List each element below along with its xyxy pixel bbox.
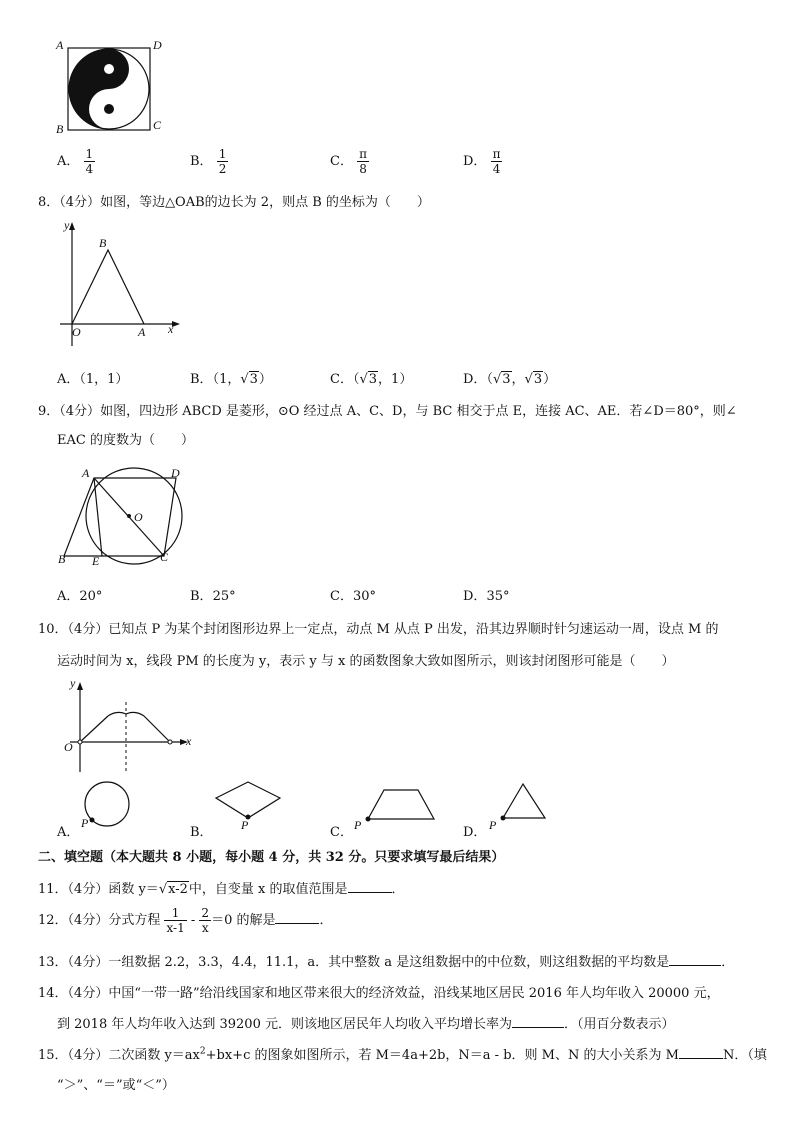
q10-stem-line2: 运动时间为 x，线段 PM 的长度为 y，表示 y 与 x 的函数图象大致如图所示，则该封闭图形可能是（ ） bbox=[57, 654, 675, 669]
q9-figure bbox=[52, 460, 202, 575]
option-letter: B． bbox=[190, 154, 213, 169]
question-text: 已知点 P 为某个封闭图形边界上一定点，动点 M 从点 P 出发，沿其边界顺时针匀速运动一周，设点 M 的 bbox=[108, 622, 719, 637]
q7-figure bbox=[50, 36, 180, 136]
q7-option-c[interactable] bbox=[330, 147, 369, 176]
option-letter: A． bbox=[57, 589, 80, 604]
option-text: 35° bbox=[486, 589, 510, 604]
answer-blank[interactable] bbox=[679, 1046, 723, 1059]
q9-stem-line2: EAC 的度数为（ ） bbox=[57, 433, 194, 448]
option-letter: C． bbox=[330, 589, 353, 604]
question-number: 15． bbox=[38, 1048, 68, 1063]
question-number: 14． bbox=[38, 986, 68, 1001]
q8-option-d[interactable]: D．（√3，√3） bbox=[463, 372, 557, 387]
q10-option-d[interactable] bbox=[463, 780, 583, 840]
q9-option-d[interactable] bbox=[463, 585, 509, 604]
q14 bbox=[38, 982, 720, 1001]
question-text: 如图，等边△OAB的边长为 2，则点 B 的坐标为（ ） bbox=[100, 195, 430, 210]
question-points: （4分） bbox=[59, 404, 101, 419]
label-y: y bbox=[64, 218, 70, 232]
radicand: 3 bbox=[502, 372, 511, 387]
q9-option-c[interactable] bbox=[330, 585, 376, 604]
label-A: A bbox=[138, 325, 146, 339]
fraction: $\frac{1}{x-1}$ bbox=[166, 906, 185, 935]
option-text: （1， bbox=[212, 372, 241, 387]
question-number: 11． bbox=[38, 882, 68, 897]
radicand: 3 bbox=[249, 372, 258, 387]
answer-blank[interactable] bbox=[669, 953, 721, 966]
label-E: E bbox=[92, 554, 100, 568]
q9-option-b[interactable] bbox=[190, 585, 236, 604]
option-text: （ bbox=[352, 372, 360, 387]
trapezoid-shape bbox=[360, 780, 450, 830]
q15-line2: “＞”、“＝”或“＜”） bbox=[57, 1078, 175, 1093]
label-O: O bbox=[64, 740, 73, 754]
section-title: 二、填空题（本大题共 8 小题，每小题 4 分，共 32 分。只要求填写最后结果） bbox=[38, 850, 505, 865]
q15 bbox=[38, 1044, 767, 1063]
option-letter: D． bbox=[463, 154, 487, 169]
question-text: 到 2018 年人均年收入达到 39200 元．则该地区居民年人均收入平均增长率为 bbox=[57, 1017, 512, 1032]
question-points: （4分） bbox=[67, 622, 109, 637]
question-points: （4分） bbox=[67, 1048, 109, 1063]
q10-option-a[interactable] bbox=[57, 780, 177, 840]
question-text: - bbox=[190, 913, 196, 928]
question-text: N．（填 bbox=[722, 1048, 767, 1063]
q9-stem bbox=[38, 400, 737, 419]
question-text: 二次函数 y＝ax bbox=[108, 1048, 200, 1063]
option-text: 25° bbox=[212, 589, 236, 604]
label-B: B bbox=[58, 552, 66, 566]
option-letter: A． bbox=[57, 825, 80, 840]
q10-option-c[interactable] bbox=[330, 780, 450, 840]
question-text: +bx+c 的图象如图所示，若 M＝4a+2b，N＝a - b．则 M、N 的大小关系为 M bbox=[205, 1048, 679, 1063]
question-number: 9． bbox=[38, 404, 60, 419]
radicand: x-2 bbox=[168, 882, 188, 897]
q13 bbox=[38, 951, 734, 970]
option-letter: C． bbox=[330, 372, 353, 387]
question-text: 如图，四边形 ABCD 是菱形，⊙O 经过点 A、C、D，与 BC 相交于点 E，连接 AC、AE．若∠D＝80°，则∠ bbox=[100, 404, 737, 419]
question-text: 中，自变量 x 的取值范围是 bbox=[188, 882, 348, 897]
label-B: B bbox=[99, 236, 107, 250]
radicand: 3 bbox=[533, 372, 543, 387]
option-letter: C． bbox=[330, 825, 353, 840]
label-B: B bbox=[56, 122, 64, 136]
question-number: 13． bbox=[38, 955, 68, 970]
q10-stem bbox=[38, 618, 719, 637]
question-text: ． bbox=[391, 882, 405, 897]
answer-blank[interactable] bbox=[512, 1015, 564, 1028]
superscript: 2 bbox=[199, 1046, 206, 1057]
question-text: 分式方程 bbox=[108, 913, 161, 928]
question-points: （4分） bbox=[67, 986, 109, 1001]
option-letter: A． bbox=[57, 372, 80, 387]
q8-stem bbox=[38, 191, 430, 210]
label-P: P bbox=[81, 816, 89, 830]
label-C: C bbox=[153, 118, 162, 132]
question-text: ． bbox=[721, 955, 735, 970]
label-A: A bbox=[56, 38, 64, 52]
rhombus-shape bbox=[210, 780, 290, 830]
option-text: （ bbox=[486, 372, 493, 387]
q14-line2 bbox=[57, 1013, 674, 1032]
label-x: x bbox=[186, 734, 192, 748]
option-text: ，1） bbox=[378, 372, 413, 387]
option-letter: B． bbox=[190, 825, 213, 840]
label-P: P bbox=[489, 818, 497, 832]
answer-blank[interactable] bbox=[348, 880, 392, 893]
fraction: $\frac{2}{x}$ bbox=[201, 906, 210, 935]
question-text: ．（用百分数表示） bbox=[563, 1017, 675, 1032]
q12 bbox=[38, 906, 332, 935]
q11: 11．（4分）函数 y＝√x-2中，自变量 x 的取值范围是 ． bbox=[38, 882, 405, 897]
fraction: $\frac{1}{4}$ bbox=[85, 147, 94, 176]
triangle-shape bbox=[493, 780, 563, 830]
label-C: C bbox=[160, 550, 169, 564]
question-text: ． bbox=[319, 913, 333, 928]
label-D: D bbox=[171, 466, 180, 480]
q10-option-b[interactable] bbox=[190, 780, 310, 840]
question-text: 函数 y＝ bbox=[108, 882, 159, 897]
fraction: $\frac{\pi}{8}$ bbox=[359, 147, 367, 176]
answer-blank[interactable] bbox=[275, 911, 319, 924]
option-text: ） bbox=[543, 372, 557, 387]
label-D: D bbox=[153, 38, 162, 52]
function-graph bbox=[58, 676, 208, 776]
question-points: （4分） bbox=[67, 955, 109, 970]
label-A: A bbox=[82, 466, 90, 480]
q10-figure bbox=[58, 676, 208, 776]
question-number: 12． bbox=[38, 913, 68, 928]
question-text: ＝0 的解是 bbox=[211, 913, 276, 928]
label-O: O bbox=[134, 510, 143, 524]
question-text: 中国“一带一路”给沿线国家和地区带来很大的经济效益，沿线某地区居民 2016 年人均年收入 20000 元， bbox=[108, 986, 720, 1001]
option-letter: A． bbox=[57, 154, 80, 169]
fraction: $\frac{\pi}{4}$ bbox=[492, 147, 501, 176]
option-letter: C． bbox=[330, 154, 353, 169]
q7-option-a[interactable] bbox=[57, 147, 95, 176]
q8-figure bbox=[52, 218, 192, 353]
option-text: 20° bbox=[79, 589, 103, 604]
option-text: 30° bbox=[352, 589, 376, 604]
q7-option-b[interactable] bbox=[190, 147, 228, 176]
label-x: x bbox=[168, 322, 174, 336]
label-P: P bbox=[241, 818, 249, 832]
option-letter: B． bbox=[190, 372, 213, 387]
q7-option-d[interactable] bbox=[463, 147, 502, 176]
option-letter: D． bbox=[463, 825, 487, 840]
option-text: ） bbox=[258, 372, 272, 387]
fraction: $\frac{1}{2}$ bbox=[218, 147, 227, 176]
question-points: （4分） bbox=[67, 882, 109, 897]
q8-option-c[interactable]: C．（√3，1） bbox=[330, 372, 413, 387]
label-O: O bbox=[72, 325, 81, 339]
q8-option-a[interactable] bbox=[57, 368, 128, 387]
option-letter: B． bbox=[190, 589, 213, 604]
option-letter: D． bbox=[463, 589, 487, 604]
q8-option-b[interactable]: B．（1，√3） bbox=[190, 372, 272, 387]
question-points: （4分） bbox=[67, 913, 109, 928]
radicand: 3 bbox=[368, 372, 378, 387]
question-text: 一组数据 2.2，3.3，4.4，11.1，a．其中整数 a 是这组数据中的中位数，则这组数据的平均数是 bbox=[108, 955, 670, 970]
q9-option-a[interactable] bbox=[57, 585, 102, 604]
option-text: （1，1） bbox=[79, 372, 129, 387]
option-letter: D． bbox=[463, 372, 487, 387]
label-y: y bbox=[70, 676, 76, 690]
label-P: P bbox=[354, 818, 362, 832]
question-points: （4分） bbox=[59, 195, 101, 210]
question-number: 10． bbox=[38, 622, 68, 637]
option-text: ， bbox=[511, 372, 525, 387]
question-number: 8． bbox=[38, 195, 60, 210]
